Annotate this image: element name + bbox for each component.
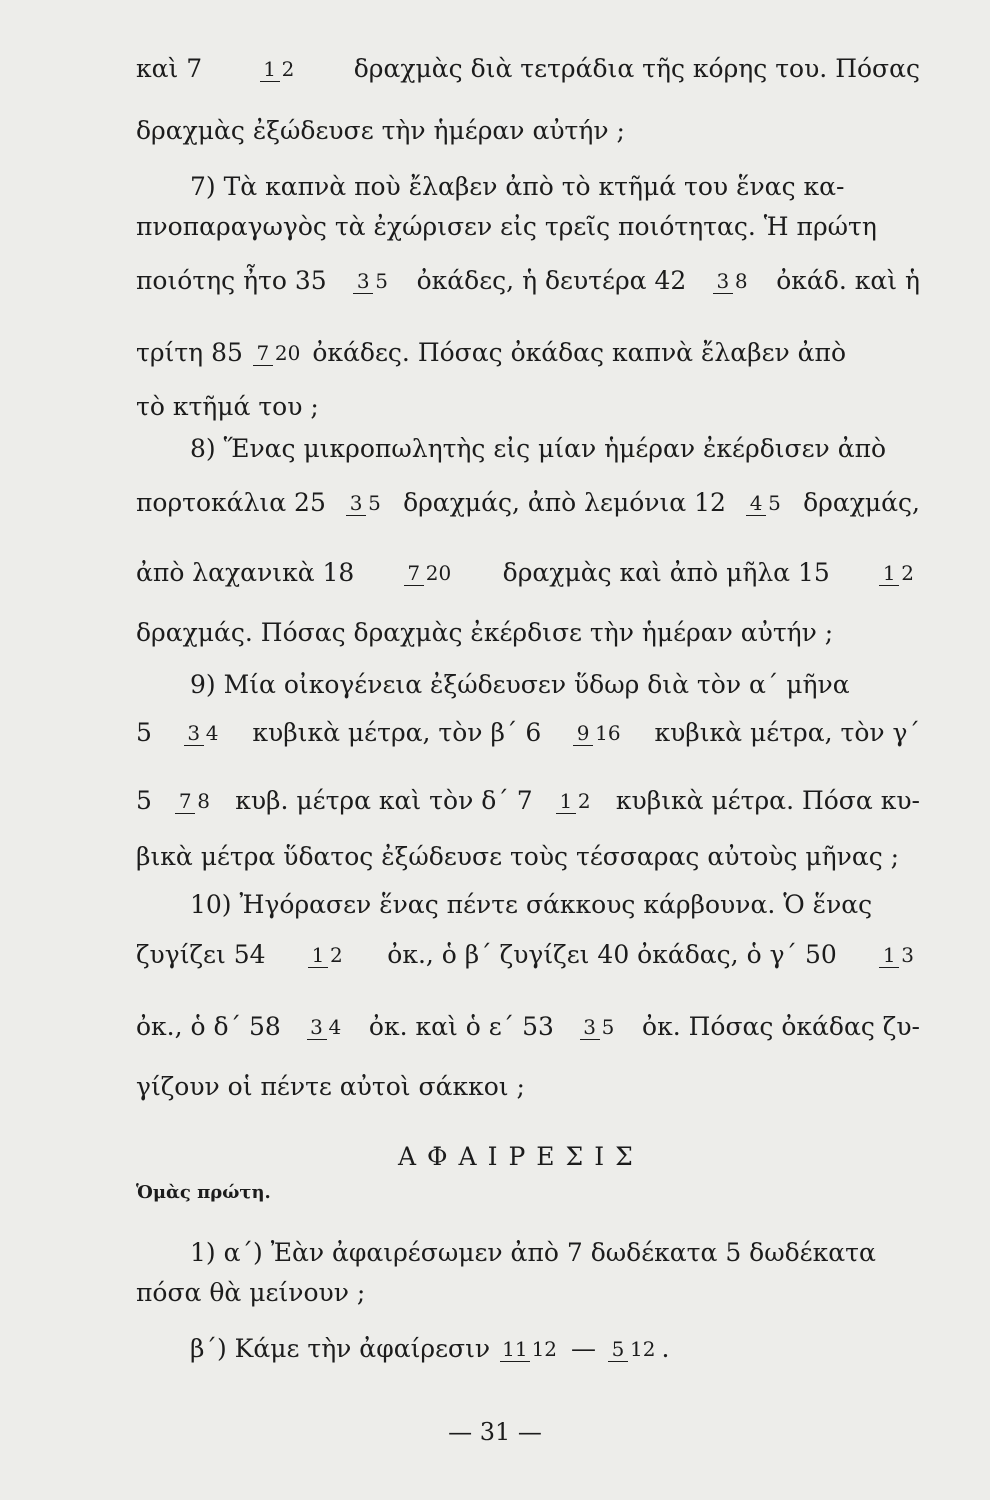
fraction: 4 5	[746, 491, 783, 516]
fraction: 1 2	[308, 943, 345, 968]
fraction: 7 20	[253, 341, 302, 366]
text-line-10: ἀπὸ λαχανικὰ 18 7 20 δραχμὰς καὶ ἀπὸ μῆλα 15 1 2	[136, 558, 914, 587]
text-line-15: βικὰ μέτρα ὕδατος ἐξώδευσε τοὺς τέσσαρας αὐτοὺς μῆνας ;	[136, 842, 900, 871]
text-line-17: ζυγίζει 54 1 2 ὀκ., ὁ β΄ ζυγίζει 40 ὀκάδας, ὁ γ΄ 50 1 3	[136, 940, 914, 969]
exercise-9-line-1: 9) Μία οἰκογένεια ἐξώδευσεν ὕδωρ διὰ τὸν α΄ μῆνα	[190, 670, 850, 699]
fraction: 7 8	[175, 789, 212, 814]
text-segment: δραχμὰς διὰ τετράδια τῆς κόρης του. Πόσας	[353, 54, 920, 83]
section-heading: ΑΦΑΙΡΕΣΙΣ	[398, 1142, 644, 1171]
text-line-22: β΄) Κάμε τὴν ἀφαίρεσιν 11 12 — 5 12 .	[190, 1332, 920, 1366]
fraction: 3 8	[713, 269, 750, 294]
text-line-7: τὸ κτῆμά του ;	[136, 392, 319, 421]
fraction: 3 4	[184, 721, 221, 746]
text-line-2: δραχμὰς ἐξώδευσε τὴν ἡμέραν αὐτήν ;	[136, 116, 625, 145]
text-line-6: τρίτη 85 7 20 ὀκάδες. Πόσας ὀκάδας καπνὰ ἔλαβεν ἀπὸ	[136, 338, 847, 367]
fraction: 1 2	[879, 561, 916, 586]
fraction: 1 3	[879, 943, 916, 968]
fraction: 7 20	[404, 561, 453, 586]
group-label: Ὁμὰς πρώτη.	[136, 1182, 271, 1203]
fraction: 5 12	[608, 1337, 657, 1362]
text-line-11: δραχμάς. Πόσας δραχμὰς ἐκέρδισε τὴν ἡμέραν αὐτήν ;	[136, 618, 834, 647]
text-line-1	[136, 52, 920, 86]
fraction: 1 2	[556, 789, 593, 814]
text-line-18: ὀκ., ὁ δ΄ 58 3 4 ὀκ. καὶ ὁ ε΄ 53 3 5 ὀκ. Πόσας ὀκάδας ζυ-	[136, 1012, 920, 1041]
text-line-13: 5 3 4 κυβικὰ μέτρα, τὸν β΄ 6 9 16 κυβικὰ μέτρα, τὸν γ΄	[136, 718, 920, 747]
text-line-4: πνοπαραγωγὸς τὰ ἐχώρισεν εἰς τρεῖς ποιότητας. Ἡ πρώτη	[136, 212, 877, 241]
fraction: 11 12	[502, 1336, 558, 1361]
minus-sign: —	[571, 1334, 597, 1363]
fraction: 1 2	[260, 57, 297, 82]
subtraction-exercise-1-line-1: 1) α΄) Ἐὰν ἀφαιρέσωμεν ἀπὸ 7 δωδέκατα 5 δωδέκατα	[190, 1238, 876, 1267]
fraction: 3 4	[307, 1015, 344, 1040]
text-line-19: γίζουν οἱ πέντε αὐτοὶ σάκκοι ;	[136, 1072, 525, 1101]
text-line-14: 5 7 8 κυβ. μέτρα καὶ τὸν δ΄ 7 1 2 κυβικὰ μέτρα. Πόσα κυ-	[136, 786, 920, 815]
fraction: 9 16	[573, 721, 622, 746]
text-line-5: ποιότης ἦτο 35 3 5 ὀκάδες, ἡ δευτέρα 42 3 8 ὀκάδ. καὶ ἡ	[136, 266, 920, 295]
fraction: 3 5	[346, 491, 383, 516]
text-segment: καὶ 7	[136, 54, 203, 83]
exercise-10-line-1: 10) Ἠγόρασεν ἕνας πέντε σάκκους κάρβουνα. Ὁ ἕνας	[190, 890, 873, 919]
page-number: — 31 —	[448, 1418, 542, 1446]
fraction: 3 5	[353, 269, 390, 294]
text-line-21: πόσα θὰ μείνουν ;	[136, 1278, 366, 1307]
fraction: 3 5	[580, 1015, 617, 1040]
exercise-7-line-1: 7) Τὰ καπνὰ ποὺ ἔλαβεν ἀπὸ τὸ κτῆμά του ἕνας κα-	[190, 172, 845, 201]
exercise-8-line-1: 8) Ἕνας μικροπωλητὴς εἰς μίαν ἡμέραν ἐκέρδισεν ἀπὸ	[190, 434, 887, 463]
text-line-9: πορτοκάλια 25 3 5 δραχμάς, ἀπὸ λεμόνια 12 4 5 δραχμάς,	[136, 488, 920, 517]
